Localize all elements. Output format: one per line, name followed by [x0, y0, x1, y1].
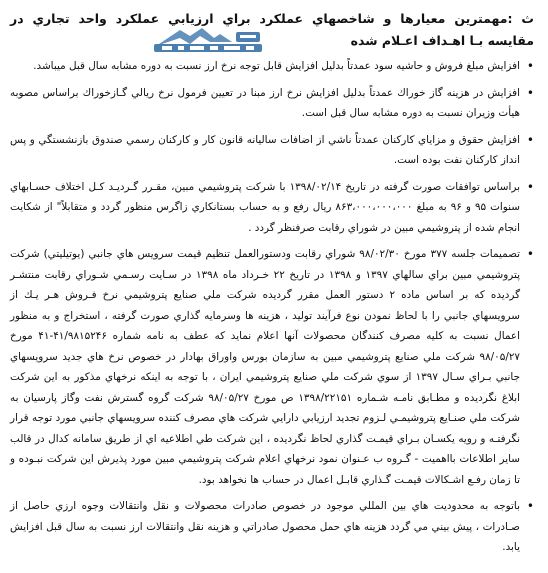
list-item [10, 496, 534, 558]
bullet-list [10, 56, 534, 558]
bullet-icon: • [526, 499, 534, 513]
list-item-text: باتوجه به محدوديت هاي بين المللي موجود در خصوص صادرات محصولات و نقل وانتقالات وجوه ارزي حاصل از صـادرات ، پيش بيني مي گردد هزينه هاي حمل محصول صادراتي و هزينه نقل وانتقالات ارز نسبت به سال قبل افزايش يابد. [10, 500, 520, 553]
bullet-icon: • [526, 85, 534, 100]
list-item-text: افزايش در هزينه گاز خوراك عمدتاً بدليل افزايش نرخ ارز مبنا در تعيين فرمول نرخ ريالي گـازخوراك براساس مصوبه هيأت وزيران نسبت به دوره مشابه سال قبل است. [10, 86, 520, 119]
list-item-text: براساس توافقات صورت گرفته در تاريخ ۱۳۹۸/۰۲/۱۴ با شركت پتروشيمي مبين، مقـرر گـرديـد كـل اختلاف حسـابهاي سنوات ۹۵ و ۹۶ به مبلغ ۸۶۳،۰۰۰،۰۰۰،۰۰۰ ريال رفع و به حساب بستانكاري زاگرس منظور گردد و متقابلاً" از شكايت انجام شده از پتروشيمي مبين در شوراي رقابت صرفنظر گردد . [10, 180, 521, 234]
section-heading: ث :مهمترين معيارها و شاخصهاي عملكرد براي ارزيابي عملكرد واحد تجاري در مقايسه بـا اهـداف اعـلام شده [10, 11, 534, 48]
list-item-text: افزايش حقوق و مزاياي كاركنان عمدتاً ناشي از اضافات ساليانه قانون كار و كاركنان رسمي صندوق بازنشستگي و پس انداز كاركنان نفت بوده است. [10, 133, 520, 166]
bullet-icon: • [526, 132, 534, 147]
bullet-icon: • [526, 59, 534, 73]
list-item [10, 244, 534, 490]
list-item [10, 83, 534, 124]
list-item-text: تصميمات جلسه ۳۷۷ مورخ ۹۸/۰۲/۳۰ شوراي رقابت ودستورالعمل تنظيم قيمت سرويس هاي جانبي (يوتيليتي) شركت پتروشيمي مبين براي سالهاي ۱۳۹۷ و ۱۳۹۸ در تاريخ ۲۲ خـرداد ماه ۱۳۹۸ در سـايت رسـمي شـوراي رقابت منتشـر گرديده كه بر اساس ماده ۲ دستور العمل مقرر گرديده شركت ملي صنايع پتروشيمي نرخ فـروش هـر يـك از سرويسهاي جانبي را با لحاظ نمودن نوع فرآيند توليد ، هزينه ها وسرمايه گذاري صورت گرفته ، استخراج و به منظور اعمال نسبت به كليه مصرف كنندگان محصولات آنها اعلام نمايد كه عطف به نامه شماره ۴۱/۹۸۱۵۲۴۶-۴۱ مورخ ۹۸/۰۵/۲۷ شركت ملي صنايع پتروشيمي مبين به سازمان بورس واوراق بهادار در خصوص نرخ هاي جديد سرويسهاي جانبي بـراي سـال ۱۳۹۷ از سوي شركت ملي صنايع پتروشيمي ايران ، با توجه به اينكه نرخهاي مذكور به اين شركت ابلاغ نگرديده و مطـابق نامـه شـماره ۱۳۹۸/۲۲۱۵۱ ص مورخ ۹۸/۰۵/۲۷ شركت گروه گسترش نفت وگاز پارسيان به شركت ملي صنـايع پتروشيمـي لـزوم تجديد ارزيابي دارايي شركت هاي مصرف كننده سرويسهاي جانبي مورد توجه قرار نگرفتـه و رويه يكسـان بـراي قيمـت گذاري لحاظ نگرديده ، اين شركت طي اطلاعيه اي از طريق سامانه كدال در قالب ساير اطلاعات بااهميت - گـروه ب عـنوان نمود نرخهاي اعلام شركت پتروشيمي مبين مورد پذيرش اين شركت نبـوده و تا زمان رفـع اشـكالات قيمـت گـذاري قابـل اعمال در حساب ها نخواهد بود. [10, 248, 521, 486]
bullet-icon: • [526, 179, 534, 194]
list-item [10, 130, 534, 171]
bullet-icon: • [526, 247, 534, 261]
list-item [10, 177, 534, 239]
list-item [10, 56, 534, 77]
list-item-text: افزايش مبلغ فروش و حاشيه سود عمدتاً بدليل افزايش قابل توجه نرخ ارز نسبت به دوره مشابه سال قبل ميباشد. [33, 60, 520, 72]
